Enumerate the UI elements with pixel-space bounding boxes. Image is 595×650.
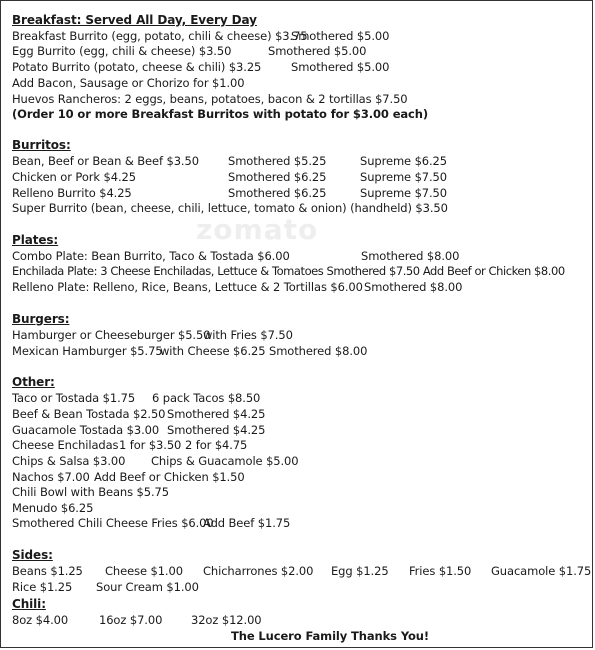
menudo-item: Menudo $6.25 <box>12 501 94 515</box>
egg-burrito-item: Egg Burrito (egg, chili & cheese) $3.50 <box>12 44 232 58</box>
potato-burrito-smothered: Smothered $5.00 <box>291 60 390 74</box>
enchilada-plate-item: Enchilada Plate: 3 Cheese Enchiladas, Lettuce & Tomatoes Smothered $7.50 Add Beef or Chicken $8.00 <box>12 264 565 278</box>
huevos-rancheros-item: Huevos Rancheros: 2 eggs, beans, potatoes, bacon & 2 tortillas $7.50 <box>12 92 408 106</box>
side-sour-cream: Sour Cream $1.00 <box>96 580 199 594</box>
breakfast-burrito-smothered: Smothered $5.00 <box>291 29 390 43</box>
nachos-item: Nachos $7.00 <box>12 470 90 484</box>
footer-thanks: The Lucero Family Thanks You! <box>231 629 430 643</box>
cheese-enchiladas-one: 1 for $3.50 <box>119 438 182 452</box>
breakfast-burrito-item: Breakfast Burrito (egg, potato, chili & cheese) $3.75 <box>12 29 308 43</box>
bean-beef-burrito-supreme: Supreme $6.25 <box>360 154 447 168</box>
side-egg: Egg $1.25 <box>331 564 389 578</box>
bean-beef-burrito-smothered: Smothered $5.25 <box>228 154 327 168</box>
chips-salsa-item: Chips & Salsa $3.00 <box>12 454 126 468</box>
chips-guacamole-item: Chips & Guacamole $5.00 <box>151 454 299 468</box>
chili-32oz: 32oz $12.00 <box>191 613 262 627</box>
guacamole-tostada-item: Guacamole Tostada $3.00 <box>12 423 160 437</box>
mexican-hamburger-smothered: Smothered $8.00 <box>269 344 368 358</box>
cheese-enchiladas-item: Cheese Enchiladas <box>12 438 119 452</box>
mexican-hamburger-cheese: with Cheese $6.25 <box>160 344 266 358</box>
hamburger-with-fries: with Fries $7.50 <box>203 328 293 342</box>
egg-burrito-smothered: Smothered $5.00 <box>268 44 367 58</box>
chili-heading: Chili: <box>12 597 46 611</box>
beef-bean-tostada-item: Beef & Bean Tostada $2.50 <box>12 407 166 421</box>
nachos-add-meat: Add Beef or Chicken $1.50 <box>94 470 245 484</box>
chili-bowl-item: Chili Bowl with Beans $5.75 <box>12 485 169 499</box>
combo-plate-smothered: Smothered $8.00 <box>361 249 460 263</box>
other-heading: Other: <box>12 375 55 389</box>
burgers-heading: Burgers: <box>12 312 70 326</box>
side-rice: Rice $1.25 <box>12 580 73 594</box>
potato-burrito-item: Potato Burrito (potato, cheese & chili) $3.25 <box>12 60 262 74</box>
super-burrito-item: Super Burrito (bean, cheese, chili, lettuce, tomato & onion) (handheld) $3.50 <box>12 201 448 215</box>
side-cheese: Cheese $1.00 <box>105 564 183 578</box>
side-guacamole: Guacamole $1.75 <box>491 564 592 578</box>
relleno-burrito-smothered: Smothered $6.25 <box>228 186 327 200</box>
side-fries: Fries $1.50 <box>409 564 472 578</box>
side-beans: Beans $1.25 <box>12 564 83 578</box>
chicken-pork-burrito-smothered: Smothered $6.25 <box>228 170 327 184</box>
watermark: zomato <box>196 213 319 246</box>
chili-8oz: 8oz $4.00 <box>12 613 69 627</box>
beef-bean-tostada-smothered: Smothered $4.25 <box>167 407 266 421</box>
guacamole-tostada-smothered: Smothered $4.25 <box>167 423 266 437</box>
plates-heading: Plates: <box>12 233 59 247</box>
mexican-hamburger-item: Mexican Hamburger $5.75 <box>12 344 163 358</box>
chili-cheese-fries-add-beef: Add Beef $1.75 <box>203 516 291 530</box>
cheese-enchiladas-two: 2 for $4.75 <box>185 438 248 452</box>
chicken-pork-burrito-item: Chicken or Pork $4.25 <box>12 170 136 184</box>
relleno-plate-smothered: Smothered $8.00 <box>364 280 463 294</box>
breakfast-heading: Breakfast: Served All Day, Every Day <box>12 13 257 27</box>
side-chicharrones: Chicharrones $2.00 <box>203 564 314 578</box>
add-meat-item: Add Bacon, Sausage or Chorizo for $1.00 <box>12 76 245 90</box>
relleno-plate-item: Relleno Plate: Relleno, Rice, Beans, Lettuce & 2 Tortillas $6.00 <box>12 280 363 294</box>
six-pack-tacos-item: 6 pack Tacos $8.50 <box>152 391 261 405</box>
sides-heading: Sides: <box>12 548 53 562</box>
bulk-order-note: (Order 10 or more Breakfast Burritos with potato for $3.00 each) <box>12 107 429 121</box>
bean-beef-burrito-item: Bean, Beef or Bean & Beef $3.50 <box>12 154 199 168</box>
relleno-burrito-supreme: Supreme $7.50 <box>360 186 447 200</box>
burritos-heading: Burritos: <box>12 138 71 152</box>
hamburger-item: Hamburger or Cheeseburger $5.50 <box>12 328 211 342</box>
chicken-pork-burrito-supreme: Supreme $7.50 <box>360 170 447 184</box>
relleno-burrito-item: Relleno Burrito $4.25 <box>12 186 132 200</box>
chili-16oz: 16oz $7.00 <box>99 613 163 627</box>
combo-plate-item: Combo Plate: Bean Burrito, Taco & Tostada $6.00 <box>12 249 290 263</box>
chili-cheese-fries-item: Smothered Chili Cheese Fries $6.00 <box>12 516 214 530</box>
taco-tostada-item: Taco or Tostada $1.75 <box>12 391 136 405</box>
